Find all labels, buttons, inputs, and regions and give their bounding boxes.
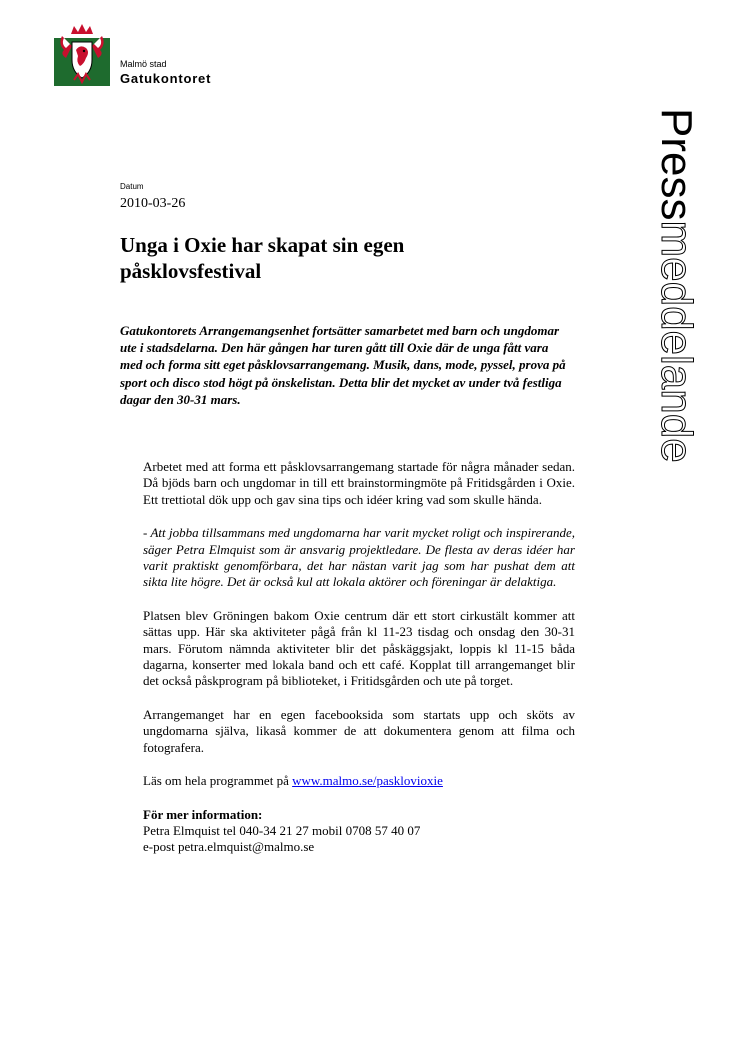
date-value: 2010-03-26 <box>120 196 186 211</box>
paragraph-4: Arrangemanget har en egen facebooksida som startats upp och sköts av ungdomarna själva, likaså kommer de att dokumentera genom att filma och fotografera. <box>143 706 575 755</box>
press-release-side-label <box>650 108 702 548</box>
article-lead: Gatukontorets Arrangemangsenhet fortsätter samarbetet med barn och ungdomar ute i stadsdelarna. Den här gången har turen gått till Oxie där de unga fått vara med och forma sitt eget påsklovsarrangemang. Musik, dans, mode, pyssel, prova på sport och disco stod högt på önskelistan. Detta blir det mycket av under två festliga dagar den 30-31 mars. <box>120 323 566 407</box>
contact-info <box>143 807 575 856</box>
paragraph-3: Platsen blev Gröningen bakom Oxie centrum där ett stort cirkustält kommer att sättas upp. Här ska aktiviteter pågå från kl 11-23 tisdag och onsdag den 30-31 mars. Förutom nämnda aktiviteter blir det påskäggsjakt, loppis kl 11-15 båda dagarna, konserter med lokala band och ett café. Kopplat till arrangemanget blir det också påskprogram på biblioteket, i Fritidsgården och ute på torget. <box>143 607 575 689</box>
article-body <box>143 459 575 856</box>
malmo-coat-of-arms-icon <box>54 24 110 86</box>
contact-email: e-post petra.elmquist@malmo.se <box>143 839 315 855</box>
paragraph-link <box>143 773 575 789</box>
article-title <box>120 232 540 284</box>
contact-heading: För mer information: <box>143 806 263 822</box>
side-label-press: Press <box>652 108 701 221</box>
program-link[interactable]: www.malmo.se/pasklovioxie <box>292 773 443 789</box>
title-line-1: Unga i Oxie har skapat sin egen <box>120 233 405 257</box>
link-prefix: Läs om hela programmet på <box>143 773 293 789</box>
contact-phone: Petra Elmquist tel 040-34 21 27 mobil 0708 57 40 07 <box>143 822 421 838</box>
paragraph-1: Arbetet med att forma ett påsklovsarrangemang startade för några månader sedan. Då bjöds barn och ungdomar in till ett brainstormingmöte på Fritidsgården i Oxie. Ett trettiotal dök upp och gav sina tips och idéer kring vad som skulle hända. <box>143 459 575 507</box>
paragraph-quote: - Att jobba tillsammans med ungdomarna har varit mycket roligt och inspirerande, säger Petra Elmquist som är ansvarig projektledare. De flesta av deras idéer har varit praktiskt genomförbara, det har nästan varit jag som har pushat dem att sikta lite högre. Det är också kul att lokala aktörer och föreningar är delaktiga. <box>143 525 575 590</box>
title-line-2: påsklovsfestival <box>120 259 262 283</box>
side-label-meddelande: meddelande <box>652 220 701 463</box>
date-label: Datum <box>120 182 144 191</box>
department-name: Gatukontoret <box>120 71 212 86</box>
org-name-small: Malmö stad <box>120 59 167 69</box>
